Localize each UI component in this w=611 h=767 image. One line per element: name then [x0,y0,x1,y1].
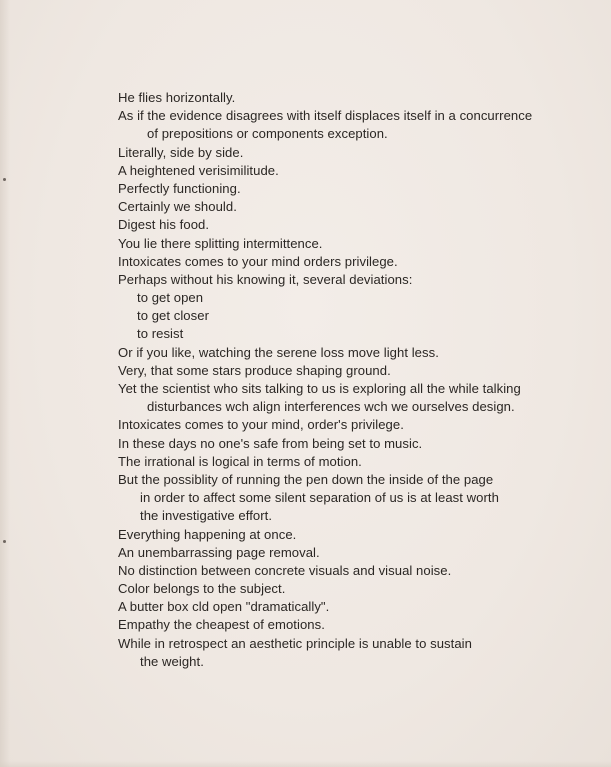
poem-line: No distinction between concrete visuals and visual noise. [118,562,452,578]
poem-line: A butter box cld open "dramatically". [118,599,330,615]
poem-line: You lie there splitting intermittence. [118,235,323,251]
poem-line: While in retrospect an aesthetic principle is unable to sustain [118,635,472,651]
poem-line: the investigative effort. [140,508,273,524]
page-edge-shadow [0,0,10,767]
poem-line: Empathy the cheapest of emotions. [118,617,325,633]
poem-line: Yet the scientist who sits talking to us is exploring all the while talking [118,381,521,396]
page-bottom-shadow [0,761,611,767]
poem-line: The irrational is logical in terms of motion. [118,453,362,469]
poem-line: Intoxicates comes to your mind, order's privilege. [118,417,404,433]
poem-line: Or if you like, watching the serene loss move light less. [118,344,439,360]
poem-line: Very, that some stars produce shaping ground. [118,362,391,378]
poem-line: Everything happening at once. [118,526,297,542]
poem-line: disturbances wch align interferences wch we ourselves design. [147,399,515,415]
poem-line: to get closer [137,308,209,324]
poem-line: Certainly we should. [118,199,237,215]
binding-hole-mark [3,540,6,543]
poem-line: of prepositions or components exception. [147,126,388,142]
poem-line: As if the evidence disagrees with itself displaces itself in a concurrence [118,108,533,124]
poem-line: He flies horizontally. [118,90,236,105]
poem-line: In these days no one's safe from being set to music. [118,435,423,451]
poem-text [118,89,558,671]
poem-line: to resist [137,326,184,342]
poem-line: Literally, side by side. [118,144,244,160]
poem-line: But the possiblity of running the pen down the inside of the page [118,471,494,487]
poem-line: An unembarrassing page removal. [118,544,320,560]
poem-line: Perfectly functioning. [118,180,241,196]
poem-line: to get open [137,290,204,306]
binding-hole-mark [3,178,6,181]
poem-line: Color belongs to the subject. [118,581,286,597]
poem-line: Perhaps without his knowing it, several deviations: [118,271,413,287]
poem-line: the weight. [140,653,204,669]
poem-line: A heightened verisimilitude. [118,162,279,178]
poem-line: Intoxicates comes to your mind orders privilege. [118,253,398,269]
poem-line: Digest his food. [118,217,210,233]
poem-line: in order to affect some silent separation of us is at least worth [140,490,499,506]
